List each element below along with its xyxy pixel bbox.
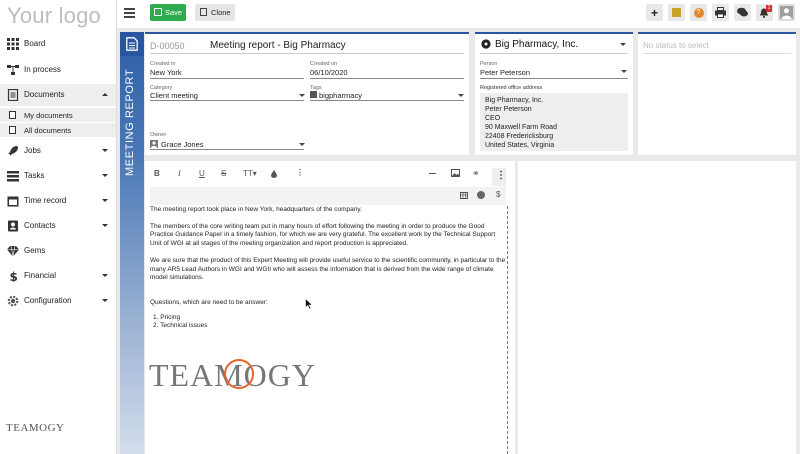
more-options-button[interactable] — [492, 168, 506, 186]
italic-icon[interactable]: I — [178, 169, 181, 178]
company-select[interactable]: Big Pharmacy, Inc. — [495, 39, 579, 50]
sidebar-item-contacts[interactable] — [0, 215, 116, 237]
flow-icon — [7, 64, 19, 76]
link-icon[interactable]: ⚭ — [472, 168, 480, 178]
editor-secondary-toolbar — [150, 187, 506, 205]
logo-wordmark: TEAMOGY — [149, 357, 316, 393]
sidebar-item-gems[interactable] — [0, 240, 116, 262]
sidebar-item-tasks[interactable] — [0, 165, 116, 187]
person-label: Person — [480, 61, 498, 67]
strikethrough-icon[interactable]: S — [221, 169, 227, 178]
sidebar-item-label: Jobs — [24, 146, 41, 155]
printer-icon — [715, 7, 726, 18]
chevron-down-icon[interactable] — [620, 43, 626, 46]
sidebar-item-in-process[interactable] — [0, 59, 116, 81]
file-icon — [9, 111, 16, 119]
tasks-icon — [7, 170, 19, 182]
tags-label: Tags — [310, 85, 322, 91]
sidebar-item-board[interactable] — [0, 33, 116, 55]
content-paragraph: The members of the core writing team put in many hours of effort following the meeting in order to produce the Good Practice Guidance Paper in a timely fashion, for which we are very grateful. The excellent work by the Technical Support Unit of WGI at all stages of the meeting organization and report production is appreciated. — [150, 222, 496, 248]
notes-button[interactable] — [668, 4, 685, 21]
calendar-icon — [7, 195, 19, 207]
help-button[interactable] — [690, 4, 707, 21]
sidebar-item-label: Gems — [24, 246, 46, 255]
bold-icon[interactable]: B — [154, 169, 160, 178]
created-in-label: Created in — [150, 61, 176, 67]
report-type-icon-box — [120, 32, 144, 56]
chevron-down-icon — [102, 274, 108, 277]
address-box — [480, 93, 628, 151]
grid-icon — [7, 38, 19, 50]
owner-label: Owner — [150, 132, 167, 138]
sidebar-item-time-record[interactable] — [0, 190, 116, 212]
user-icon — [780, 6, 793, 19]
chevron-down-icon[interactable] — [458, 94, 464, 97]
address-line: Peter Peterson — [485, 106, 532, 113]
chevron-down-icon — [102, 224, 108, 227]
floppy-icon — [154, 8, 162, 16]
clone-button[interactable] — [195, 4, 235, 21]
more-vertical-icon: ⋮ — [496, 170, 506, 181]
underline-icon[interactable]: U — [199, 169, 205, 178]
company-underline — [480, 53, 628, 54]
sidebar-item-label: Tasks — [24, 171, 45, 180]
page-margin-guide — [507, 206, 508, 454]
chevron-down-icon — [102, 149, 108, 152]
add-button[interactable] — [646, 4, 663, 21]
category-label: Category — [150, 85, 173, 91]
person-select[interactable]: Peter Peterson — [480, 68, 531, 77]
sidebar-item-label: Documents — [24, 90, 65, 99]
document-title-input[interactable]: Meeting report - Big Pharmacy — [210, 40, 346, 51]
side-panel — [518, 161, 796, 454]
person-underline — [480, 78, 628, 79]
address-line: 22408 Fredericksburg — [485, 133, 554, 140]
tag-chip[interactable]: bigpharmacy — [319, 91, 362, 100]
tags-underline — [310, 100, 464, 101]
notifications-button[interactable] — [756, 4, 773, 21]
gem-icon — [7, 245, 19, 257]
sidebar-item-label: Board — [24, 39, 46, 48]
rocket-icon — [7, 145, 19, 157]
document-id: D-00050 — [150, 41, 185, 51]
report-type-label: MEETING REPORT — [124, 68, 136, 176]
list-item: 1. Pricing — [153, 313, 181, 321]
report-type-label-wrap — [120, 60, 144, 180]
status-underline — [643, 53, 791, 54]
sidebar-item-label: In process — [24, 65, 61, 74]
mouse-cursor-icon — [305, 298, 313, 310]
help-icon: ? — [694, 8, 704, 18]
emoji-icon[interactable] — [477, 191, 485, 199]
chevron-down-icon[interactable] — [299, 94, 305, 97]
logo-orange-ring — [224, 359, 254, 389]
currency-icon[interactable]: $ — [496, 190, 501, 199]
owner-underline — [150, 149, 304, 150]
contacts-icon — [7, 220, 19, 232]
title-underline — [150, 53, 464, 54]
status-panel — [638, 32, 796, 155]
address-label: Registered office address — [480, 85, 543, 91]
note-icon — [672, 8, 681, 17]
sidebar-item-label: Contacts — [24, 221, 56, 230]
text-size-icon[interactable]: TT▾ — [243, 169, 257, 178]
user-avatar-button[interactable] — [778, 4, 795, 21]
save-label: Save — [165, 8, 183, 17]
address-line: United States, Virginia — [485, 142, 555, 149]
document-icon — [7, 89, 19, 101]
menu-icon[interactable] — [124, 8, 135, 17]
sidebar-subitem-my-documents[interactable] — [0, 108, 116, 122]
dollar-icon — [7, 270, 19, 282]
brand-logo: TEAMOGY — [6, 422, 65, 434]
content-list — [150, 314, 508, 331]
created-in-field[interactable]: New York — [150, 68, 182, 77]
more-vertical-icon[interactable]: ⋮ — [296, 168, 304, 177]
document-icon — [126, 37, 138, 51]
category-select[interactable]: Client meeting — [150, 91, 198, 100]
category-underline — [150, 100, 304, 101]
company-icon — [481, 39, 491, 49]
sidebar-item-label: Financial — [24, 271, 57, 280]
content-paragraph: The meeting report took place in New York, headquarters of the company. — [150, 206, 362, 213]
owner-select[interactable]: Grace Jones — [161, 140, 204, 149]
created-on-field[interactable]: 06/10/2020 — [310, 68, 348, 77]
chevron-down-icon[interactable] — [299, 143, 305, 146]
svg-text:$: $ — [9, 270, 18, 282]
chevron-down-icon[interactable] — [621, 70, 627, 73]
chevron-up-icon — [102, 93, 108, 96]
tag-icon — [310, 91, 317, 98]
status-select[interactable]: No status to select — [643, 41, 709, 50]
print-button[interactable] — [712, 4, 729, 21]
chevron-down-icon — [102, 199, 108, 202]
sidebar-item-label: Time record — [24, 196, 67, 205]
sidebar-item-label: Configuration — [24, 296, 72, 305]
color-drop-icon[interactable] — [271, 170, 277, 178]
company-logo[interactable]: Your logo — [7, 3, 101, 28]
gear-icon — [7, 295, 19, 307]
list-item: 2. Technical issues — [153, 322, 208, 330]
created-on-label: Created on — [310, 61, 338, 67]
sidebar-item-jobs[interactable] — [0, 140, 116, 162]
copy-icon — [200, 8, 207, 16]
chat-icon — [737, 7, 748, 18]
sidebar-item-configuration[interactable] — [0, 290, 116, 312]
editor-content[interactable] — [150, 206, 508, 331]
embedded-teamogy-logo — [149, 355, 319, 397]
address-line: Big Pharmacy, Inc. — [485, 97, 544, 104]
created-in-underline — [150, 78, 304, 79]
user-icon — [150, 140, 158, 148]
clone-label: Clone — [211, 8, 231, 17]
horizontal-rule-icon[interactable] — [429, 173, 436, 174]
table-icon[interactable] — [460, 192, 468, 199]
save-button[interactable] — [150, 4, 186, 21]
created-on-underline — [310, 78, 464, 79]
sidebar-subitem-all-documents[interactable] — [0, 123, 116, 137]
notification-badge: 1 — [767, 5, 771, 11]
sidebar-subitem-label: All documents — [24, 126, 72, 135]
sidebar-item-documents[interactable] — [0, 84, 116, 106]
chevron-down-icon — [102, 299, 108, 302]
address-line: 90 Maxwell Farm Road — [485, 124, 557, 131]
messages-button[interactable] — [734, 4, 751, 21]
address-line: CEO — [485, 115, 501, 122]
image-icon[interactable] — [451, 169, 460, 177]
sidebar-item-financial[interactable] — [0, 265, 116, 287]
chevron-down-icon — [102, 174, 108, 177]
content-paragraph: We are sure that the product of this Expert Meeting will provide useful service to the scientific community, in particular to the many AR5 Lead Authors in WGI and WGII who will assess the information that is derived from the wide range of climate model simulations. — [150, 256, 506, 282]
sidebar-subitem-label: My documents — [24, 111, 73, 120]
files-icon — [9, 126, 16, 134]
plus-icon: + — [651, 6, 659, 20]
content-paragraph: Questions, which are need to be answer: — [150, 298, 268, 306]
